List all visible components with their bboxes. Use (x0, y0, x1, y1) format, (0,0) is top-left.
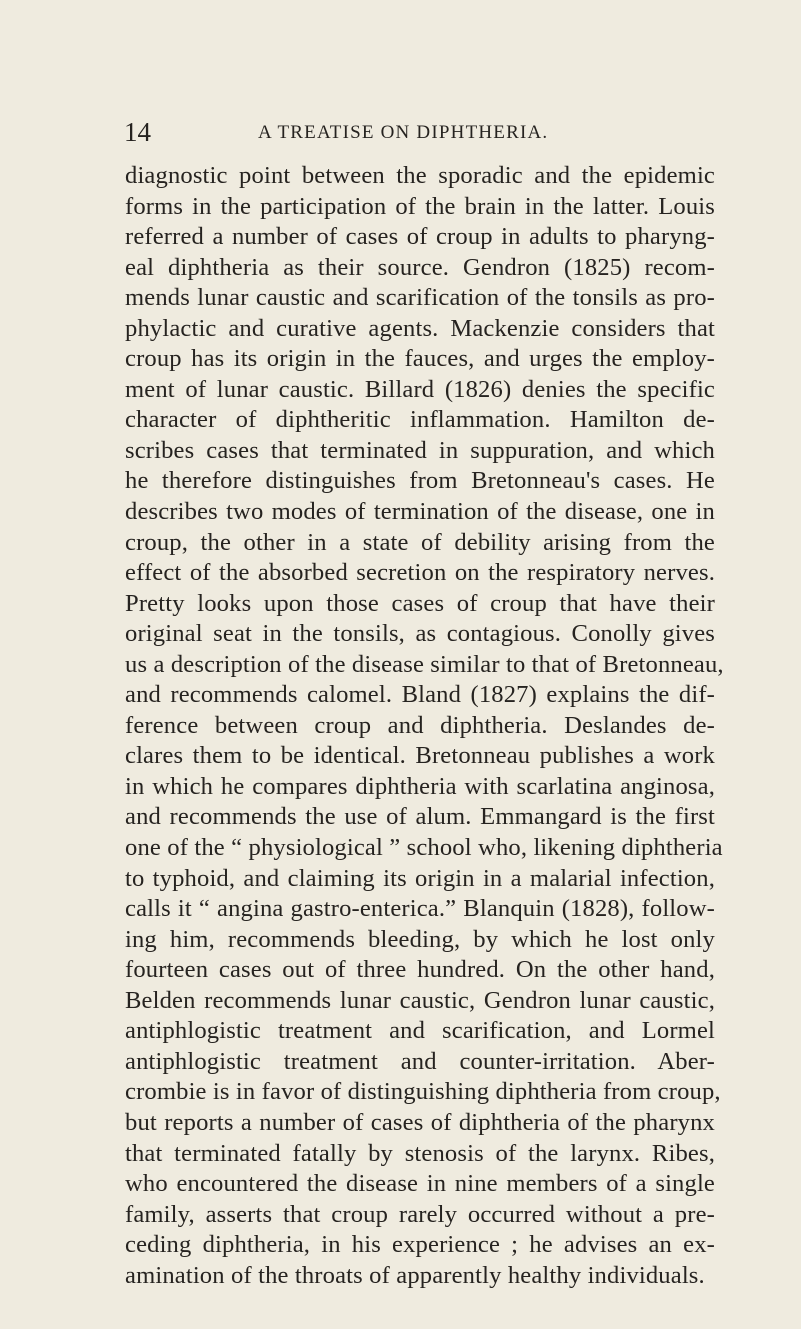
text-line: forms in the participation of the brain in the latter. Louis (125, 192, 715, 220)
text-line: one of the “ physiological ” school who, likening diphtheria (125, 834, 723, 862)
text-line: in which he compares diphtheria with scarlatina anginosa, (125, 772, 715, 800)
text-line: ceding diphtheria, in his experience ; he advises an ex- (125, 1231, 715, 1259)
text-line: antiphlogistic treatment and counter-irritation. Aber- (125, 1047, 715, 1075)
text-line: describes two modes of termination of the disease, one in (125, 498, 715, 526)
text-line: original seat in the tonsils, as contagious. Conolly gives (125, 620, 715, 648)
text-line: he therefore distinguishes from Bretonneau's cases. He (125, 467, 715, 495)
text-line: Belden recommends lunar caustic, Gendron lunar caustic, (125, 986, 715, 1014)
text-line: character of diphtheritic inflammation. Hamilton de- (125, 406, 715, 434)
text-line: us a description of the disease similar to that of Bretonneau, (125, 650, 724, 678)
text-line: to typhoid, and claiming its origin in a malarial infection, (125, 864, 715, 892)
running-title: A TREATISE ON DIPHTHERIA. (258, 122, 549, 143)
text-line: antiphlogistic treatment and scarification, and Lormel (125, 1017, 715, 1045)
text-line: croup has its origin in the fauces, and urges the employ- (125, 345, 715, 373)
text-line: and recommends calomel. Bland (1827) explains the dif- (125, 681, 715, 709)
text-line: crombie is in favor of distinguishing diphtheria from croup, (125, 1078, 721, 1106)
text-line: ference between croup and diphtheria. Deslandes de- (125, 711, 715, 739)
text-line: eal diphtheria as their source. Gendron (1825) recom- (125, 253, 715, 281)
text-line: and recommends the use of alum. Emmangard is the first (125, 803, 715, 831)
running-head (124, 117, 714, 147)
text-line: calls it “ angina gastro-enterica.” Blanquin (1828), follow- (125, 895, 715, 923)
text-line: family, asserts that croup rarely occurred without a pre- (125, 1200, 715, 1228)
page-number: 14 (124, 117, 151, 147)
text-line: ment of lunar caustic. Billard (1826) denies the specific (125, 375, 715, 403)
text-line: clares them to be identical. Bretonneau publishes a work (125, 742, 715, 770)
text-line: mends lunar caustic and scarification of the tonsils as pro- (125, 284, 715, 312)
text-line: Pretty looks upon those cases of croup that have their (125, 589, 715, 617)
body-paragraph (125, 161, 724, 1291)
text-line: referred a number of cases of croup in adults to pharyng- (125, 223, 715, 251)
text-line: ing him, recommends bleeding, by which he lost only (125, 925, 715, 953)
text-line: scribes cases that terminated in suppuration, and which (125, 436, 715, 464)
text-line: amination of the throats of apparently healthy individuals. (125, 1261, 705, 1289)
text-line: phylactic and curative agents. Mackenzie considers that (125, 314, 715, 342)
text-line: fourteen cases out of three hundred. On the other hand, (125, 956, 715, 984)
text-line: croup, the other in a state of debility arising from the (125, 528, 715, 556)
text-line: diagnostic point between the sporadic and the epidemic (125, 162, 715, 189)
text-line: but reports a number of cases of diphtheria of the pharynx (125, 1108, 715, 1136)
text-line: effect of the absorbed secretion on the respiratory nerves. (125, 559, 715, 587)
text-line: that terminated fatally by stenosis of the larynx. Ribes, (125, 1139, 715, 1167)
text-line: who encountered the disease in nine members of a single (125, 1170, 715, 1198)
